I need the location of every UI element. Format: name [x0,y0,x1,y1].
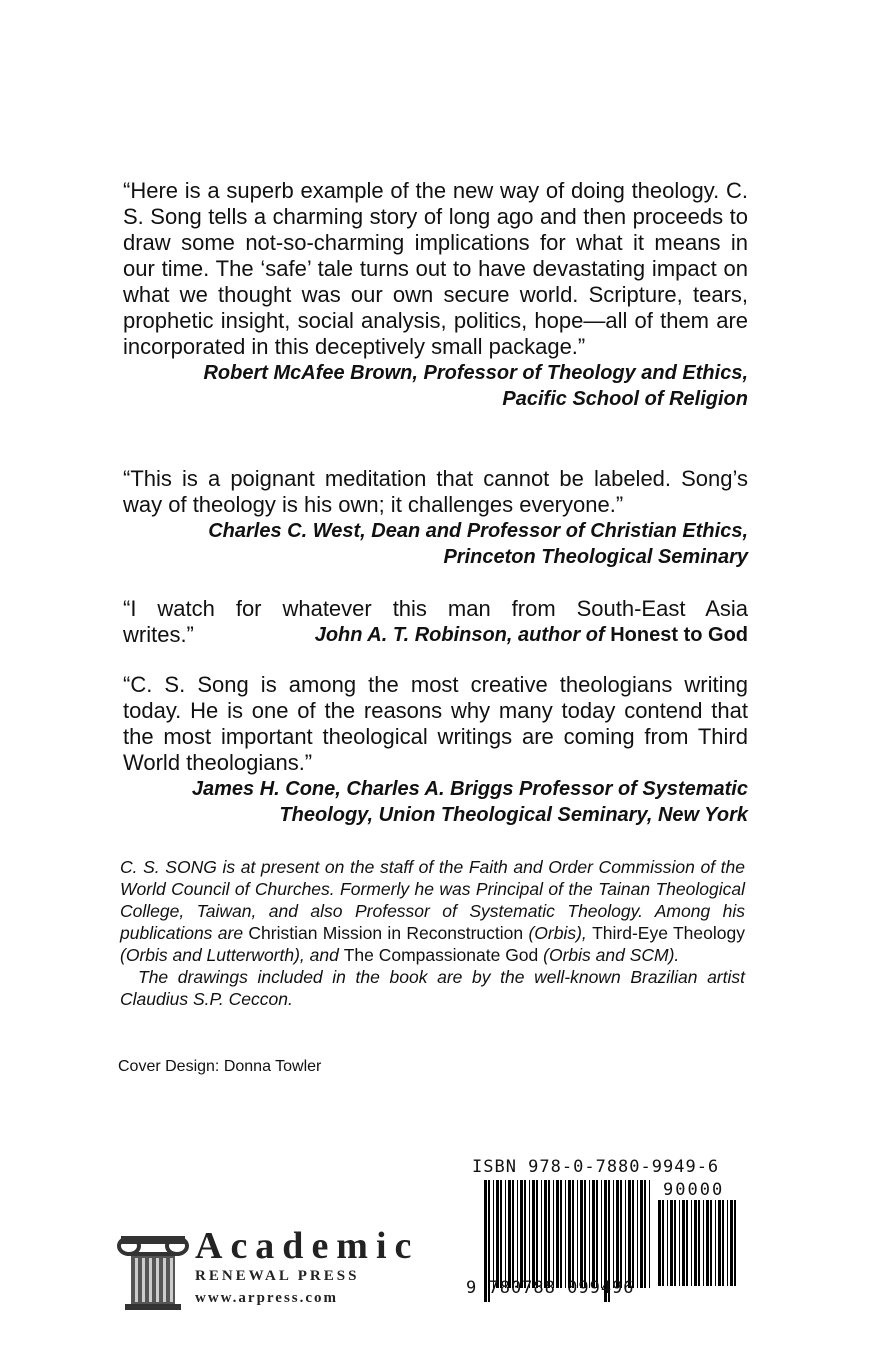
barcode-bar [532,1180,535,1288]
quote-attribution: Charles C. West, Dean and Professor of Christian Ethics, [208,520,748,542]
quote-last-line [123,622,748,648]
quote-cone [123,672,748,828]
barcode-bar [520,1180,523,1288]
barcode-bar [625,1180,626,1288]
ean-number: 9 780788 099496 [466,1278,635,1298]
barcode-bar [572,1180,574,1288]
bio-text: (Orbis), [523,923,593,943]
quote-affiliation: Pacific School of Religion [502,388,748,410]
quote-text: “C. S. Song is among the most creative theologians writing today. He is one of the reasons why many today contend that the most important theological writings are coming from Third World theologians.” [123,672,748,775]
publisher-subtitle: RENEWAL PRESS [195,1268,360,1284]
barcode-bar [505,1180,506,1288]
barcode-bar [536,1180,538,1288]
barcode-bar [524,1180,526,1288]
barcode-bar [710,1200,712,1286]
book-title: Honest to God [610,624,748,646]
barcode-bar [620,1180,622,1288]
publisher-url: www.arpress.com [195,1290,339,1306]
publisher-logo [117,1225,427,1312]
cover-design-credit: Cover Design: Donna Towler [118,1058,322,1075]
bio-text: C. S. SONG is at present on the staff of the Faith and Order Commission of the World Council of Churches. Formerly he was Principal of the Tainan Theological College, Taiwan, and also Professor of Systematic Theology. Among his publications are [120,857,745,943]
quote-attribution [315,622,748,648]
price-code: 90000 [663,1180,725,1200]
barcode-bar [592,1180,595,1288]
barcode-bar [730,1200,733,1286]
barcode-bar [703,1200,704,1286]
barcode-bar [644,1180,646,1288]
barcode-bar [541,1180,542,1288]
barcode-bar [584,1180,586,1288]
quote-robinson [123,596,748,648]
quote-text: “Here is a superb example of the new way of doing theology. C. S. Song tells a charming story of long ago and then proceeds to draw some not-so-charming implications for what it means in our time. The ‘safe’ tale turns out to have devastating impact on what we thought was our own secure world. Scripture, tears, prophetic insight, social analysis, politics, hope—all of them are incorporated in this deceptively small package.” [123,178,748,359]
barcode-bar [544,1180,547,1288]
barcode-bar [649,1180,650,1288]
barcode-bar [560,1180,562,1288]
barcode-bar [529,1180,530,1288]
bio-paragraph [120,856,745,966]
barcode-bar [596,1180,598,1288]
barcode-bar [632,1180,634,1288]
book-title: The Compassionate God [343,945,539,965]
quote-west [123,466,748,570]
barcode-bar [698,1200,700,1286]
bio-text: (Orbis and Lutterworth), and [120,945,344,965]
barcode-bar [553,1180,554,1288]
barcode-bar [580,1180,583,1288]
barcode-bar [517,1180,518,1288]
barcode-bar [691,1200,692,1286]
book-title: Third-Eye Theology [592,923,745,943]
quote-brown [123,178,748,412]
barcode-bar [637,1180,638,1288]
barcode-bar [512,1180,514,1288]
bio-text: (Orbis and SCM). [538,945,680,965]
quote-affiliation: Theology, Union Theological Seminary, New York [279,804,748,826]
barcode-bar [568,1180,571,1288]
barcode-bar [674,1200,676,1286]
author-bio [120,856,745,1010]
barcode-bar [508,1180,511,1288]
barcode-bar [694,1200,697,1286]
barcode-bar [718,1200,721,1286]
barcode-bar [616,1180,619,1288]
barcode-bar [686,1200,688,1286]
barcode-bar [679,1200,680,1286]
barcode-bar [601,1180,602,1288]
barcode-bar [715,1200,716,1286]
barcode-bar [658,1200,661,1286]
quote-text-end: writes.” [123,622,194,647]
barcode-bar [640,1180,643,1288]
book-title: Christian Mission in Reconstruction [248,923,524,943]
barcode-bar [589,1180,590,1288]
barcode-bar [670,1200,673,1286]
barcode-bar [548,1180,550,1288]
quote-text: “I watch for whatever this man from South-East Asia [123,596,748,621]
barcode-bar [613,1180,614,1288]
quote-text: “This is a poignant meditation that cannot be labeled. Song’s way of theology is his own; it challenges everyone.” [123,466,748,517]
barcode-bar [667,1200,668,1286]
isbn-label: ISBN 978-0-7880-9949-6 [472,1157,720,1177]
publisher-name: Academic [195,1225,420,1267]
barcode-bar [496,1180,499,1288]
barcode-bar [577,1180,578,1288]
quote-attribution: James H. Cone, Charles A. Briggs Professor of Systematic [191,778,748,800]
drawings-note: The drawings included in the book are by the well-known Brazilian artist Claudius S.P. Ceccon. [120,967,745,1009]
barcode-bar [500,1180,502,1288]
barcode-bar [706,1200,709,1286]
barcode-bar [565,1180,566,1288]
barcode-bar [734,1200,736,1286]
column-icon [117,1232,189,1312]
attribution-name: John A. T. Robinson, author of [314,624,605,646]
barcode-bar [682,1200,685,1286]
barcode-bar [662,1200,664,1286]
barcode-bar [556,1180,559,1288]
barcode-bar [727,1200,728,1286]
barcode-bar [722,1200,724,1286]
addon-barcode [658,1200,738,1300]
quote-affiliation: Princeton Theological Seminary [443,546,748,568]
quote-attribution: Robert McAfee Brown, Professor of Theology and Ethics, [203,362,748,384]
barcode-bar [628,1180,631,1288]
barcode-bar [493,1180,494,1288]
